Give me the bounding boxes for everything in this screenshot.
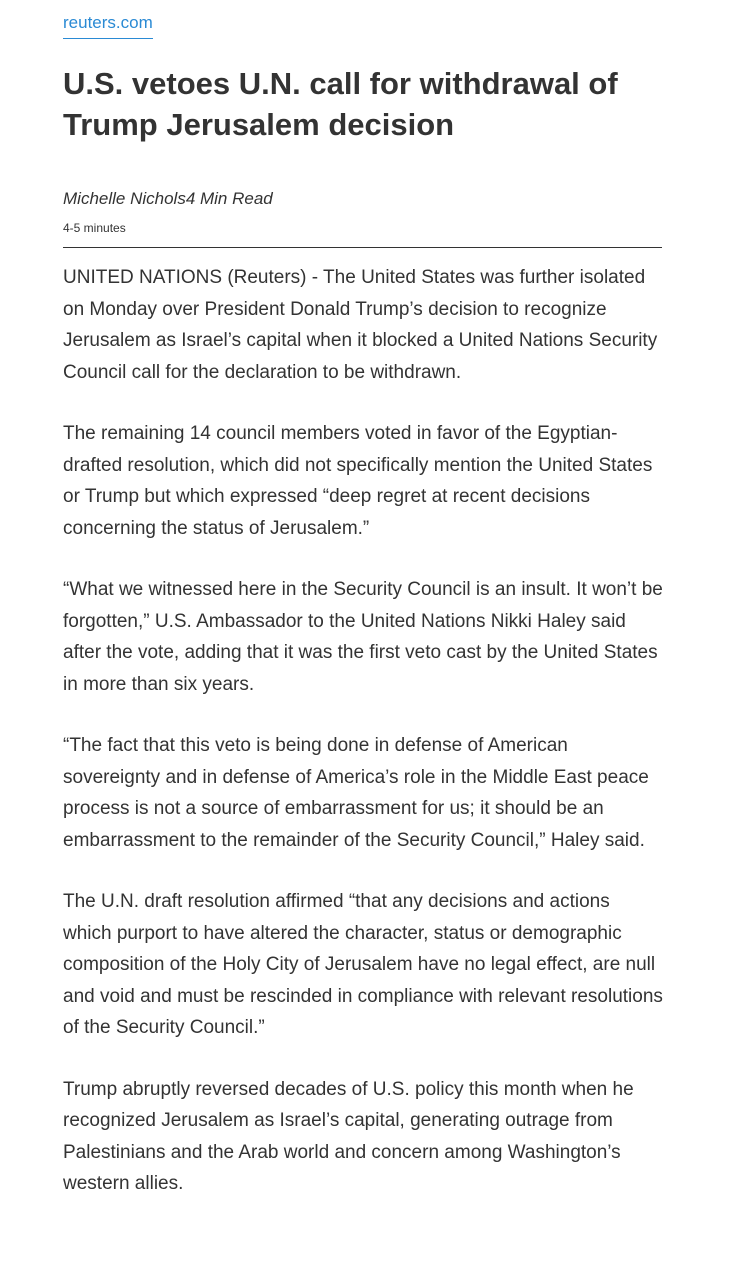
- article-paragraph: “What we witnessed here in the Security Council is an insult. It won’t be forgotten,” U.S. Ambassador to the United Nations Nikki Haley said after the vote, adding that it was the first veto cast by the United States in more than six years.: [63, 579, 663, 695]
- article-body: [63, 262, 663, 1200]
- source-domain-link[interactable]: reuters.com: [63, 12, 153, 39]
- header-divider: [63, 247, 662, 248]
- article-paragraph: “The fact that this veto is being done in defense of American sovereignty and in defense of America’s role in the Middle East peace process is not a source of embarrassment for us; it should be an embarrassment to the remainder of the Security Council,” Haley said.: [63, 735, 649, 851]
- article-paragraph: The U.N. draft resolution affirmed “that any decisions and actions which purport to have altered the character, status or demographic composition of the Holy City of Jerusalem have no legal effect, are null and void and must be rescinded in compliance with relevant resolutions of the Security Council.”: [63, 891, 663, 1038]
- reader-view: [63, 0, 663, 1200]
- article-paragraph: The remaining 14 council members voted in favor of the Egyptian-drafted resolution, which did not specifically mention the United States or Trump but which expressed “deep regret at recent decisions concerning the status of Jerusalem.”: [63, 423, 653, 539]
- article-paragraph: Trump abruptly reversed decades of U.S. policy this month when he recognized Jerusalem as Israel’s capital, generating outrage from Palestinians and the Arab world and concern among Washington’s western allies.: [63, 1078, 634, 1194]
- reading-time: 4-5 minutes: [63, 221, 126, 235]
- article-paragraph: UNITED NATIONS (Reuters) - The United States was further isolated on Monday over President Donald Trump’s decision to recognize Jerusalem as Israel’s capital when it blocked a United Nations Security Council call for the declaration to be withdrawn.: [63, 267, 658, 383]
- article-title: U.S. vetoes U.N. call for withdrawal of Trump Jerusalem decision: [63, 66, 618, 142]
- article-byline: Michelle Nichols4 Min Read: [63, 189, 273, 208]
